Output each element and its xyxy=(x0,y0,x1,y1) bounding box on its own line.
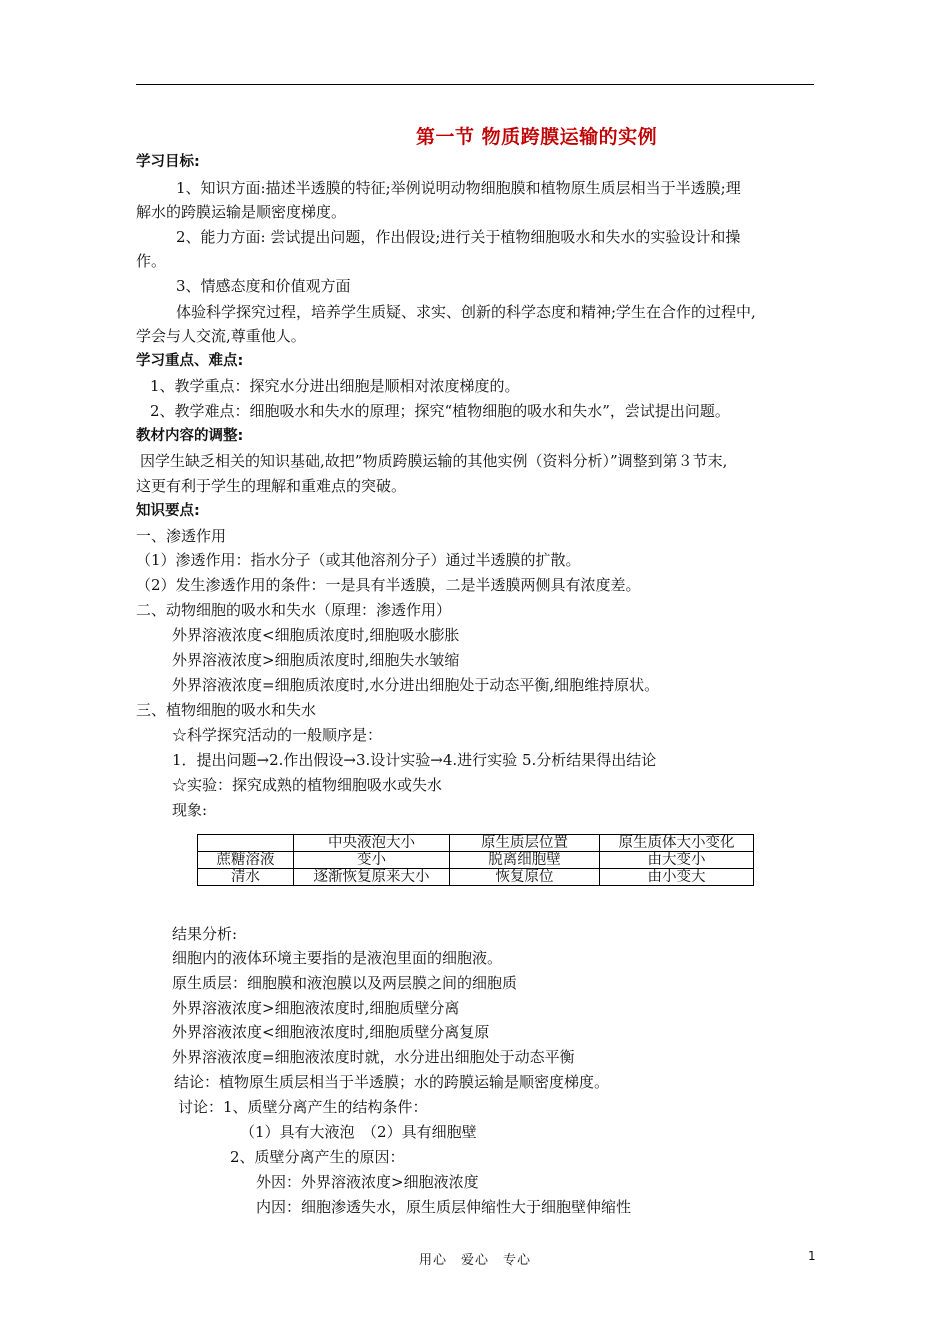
conclusion: 结论：植物原生质层相当于半透膜；水的跨膜运输是顺密度梯度。 xyxy=(174,1073,610,1091)
section-plant-cell: 三、植物细胞的吸水和失水 xyxy=(136,701,317,719)
inquiry-order-heading: ☆科学探究活动的一般顺序是： xyxy=(172,726,383,744)
analysis-line4: 外界溶液浓度<细胞液浓度时,细胞质壁分离复原 xyxy=(172,1023,490,1041)
keypoints-heading: 学习重点、难点: xyxy=(136,353,244,369)
phenomenon-label: 现象: xyxy=(172,801,208,819)
adjust-heading: 教材内容的调整: xyxy=(136,428,244,444)
footer-motto: 用心 爱心 专心 xyxy=(418,1253,531,1268)
table-cell: 恢复原位 xyxy=(450,869,600,886)
osmosis-conditions: （2）发生渗透作用的条件：一是具有半透膜，二是半透膜两侧具有浓度差。 xyxy=(136,576,641,594)
adjust-line2: 这更有利于学生的理解和重难点的突破。 xyxy=(136,477,407,495)
table-cell: 由大变小 xyxy=(600,852,754,869)
animal-cell-line1: 外界溶液浓度<细胞质浓度时,细胞吸水膨胀 xyxy=(172,626,460,644)
keypoint-focus: 1、教学重点：探究水分进出细胞是顺相对浓度梯度的。 xyxy=(150,377,520,395)
objective-knowledge-line2: 解水的跨膜运输是顺密度梯度。 xyxy=(136,203,347,221)
objective-attitude-line1: 体验科学探究过程，培养学生质疑、求实、创新的科学态度和精神;学生在合作的过程中, xyxy=(176,303,756,321)
analysis-line3: 外界溶液浓度>细胞液浓度时,细胞质壁分离 xyxy=(172,999,460,1017)
analysis-line2: 原生质层：细胞膜和液泡膜以及两层膜之间的细胞质 xyxy=(172,974,518,992)
discussion-heading: 讨论：1、质壁分离产生的结构条件： xyxy=(178,1098,428,1116)
objective-ability-line2: 作。 xyxy=(136,252,167,270)
table-cell: 由小变大 xyxy=(600,869,754,886)
table-header-cell: 中央液泡大小 xyxy=(294,835,450,852)
table-header-cell: 原生质体大小变化 xyxy=(600,835,754,852)
osmosis-definition: （1）渗透作用：指水分子（或其他溶剂分子）通过半透膜的扩散。 xyxy=(136,551,581,569)
table-cell: 逐渐恢复原来大小 xyxy=(294,869,450,886)
analysis-line5: 外界溶液浓度=细胞液浓度时就，水分进出细胞处于动态平衡 xyxy=(172,1048,575,1066)
objective-ability-line1: 2、能力方面: 尝试提出问题，作出假设;进行关于植物细胞吸水和失水的实验设计和操 xyxy=(176,228,741,246)
section-osmosis: 一、渗透作用 xyxy=(136,527,227,545)
table-header-cell: 原生质层位置 xyxy=(450,835,600,852)
discussion-structural-conditions: （1）具有大液泡 （2）具有细胞壁 xyxy=(240,1123,477,1141)
objective-attitude-heading: 3、情感态度和价值观方面 xyxy=(176,277,351,295)
analysis-line1: 细胞内的液体环境主要指的是液泡里面的细胞液。 xyxy=(172,949,503,967)
page-title: 第一节 物质跨膜运输的实例 xyxy=(416,126,658,148)
analysis-heading: 结果分析: xyxy=(172,925,238,943)
animal-cell-line2: 外界溶液浓度>细胞质浓度时,细胞失水皱缩 xyxy=(172,651,460,669)
table-cell: 清水 xyxy=(198,869,294,886)
table-cell: 变小 xyxy=(294,852,450,869)
objective-attitude-line2: 学会与人交流,尊重他人。 xyxy=(136,327,306,345)
table-cell: 脱离细胞壁 xyxy=(450,852,600,869)
discussion-internal-cause: 内因：细胞渗透失水，原生质层伸缩性大于细胞壁伸缩性 xyxy=(256,1198,632,1216)
header-rule xyxy=(136,84,814,85)
table-header-row xyxy=(198,835,754,852)
knowledge-heading: 知识要点: xyxy=(136,503,200,519)
objectives-heading: 学习目标: xyxy=(136,154,200,170)
discussion-external-cause: 外因：外界溶液浓度>细胞液浓度 xyxy=(256,1173,479,1191)
table-row xyxy=(198,869,754,886)
inquiry-order-steps: 1．提出问题→2.作出假设→3.设计实验→4.进行实验 5.分析结果得出结论 xyxy=(172,751,657,769)
page-number: 1 xyxy=(808,1249,816,1263)
animal-cell-line3: 外界溶液浓度=细胞质浓度时,水分进出细胞处于动态平衡,细胞维持原状。 xyxy=(172,676,660,694)
table-row xyxy=(198,852,754,869)
phenomenon-table xyxy=(197,834,754,886)
discussion-cause-heading: 2、质壁分离产生的原因： xyxy=(230,1148,405,1166)
keypoint-difficulty: 2、教学难点：细胞吸水和失水的原理；探究“植物细胞的吸水和失水”，尝试提出问题。 xyxy=(150,402,730,420)
table-header-cell xyxy=(198,835,294,852)
objective-knowledge-line1: 1、知识方面:描述半透膜的特征;举例说明动物细胞膜和植物原生质层相当于半透膜;理 xyxy=(176,179,741,197)
adjust-line1: 因学生缺乏相关的知识基础,故把”物质跨膜运输的其他实例（资料分析）”调整到第３节末, xyxy=(140,452,728,470)
section-animal-cell: 二、动物细胞的吸水和失水（原理：渗透作用） xyxy=(136,601,452,619)
table-cell: 蔗糖溶液 xyxy=(198,852,294,869)
experiment-title: ☆实验：探究成熟的植物细胞吸水或失水 xyxy=(172,776,443,794)
